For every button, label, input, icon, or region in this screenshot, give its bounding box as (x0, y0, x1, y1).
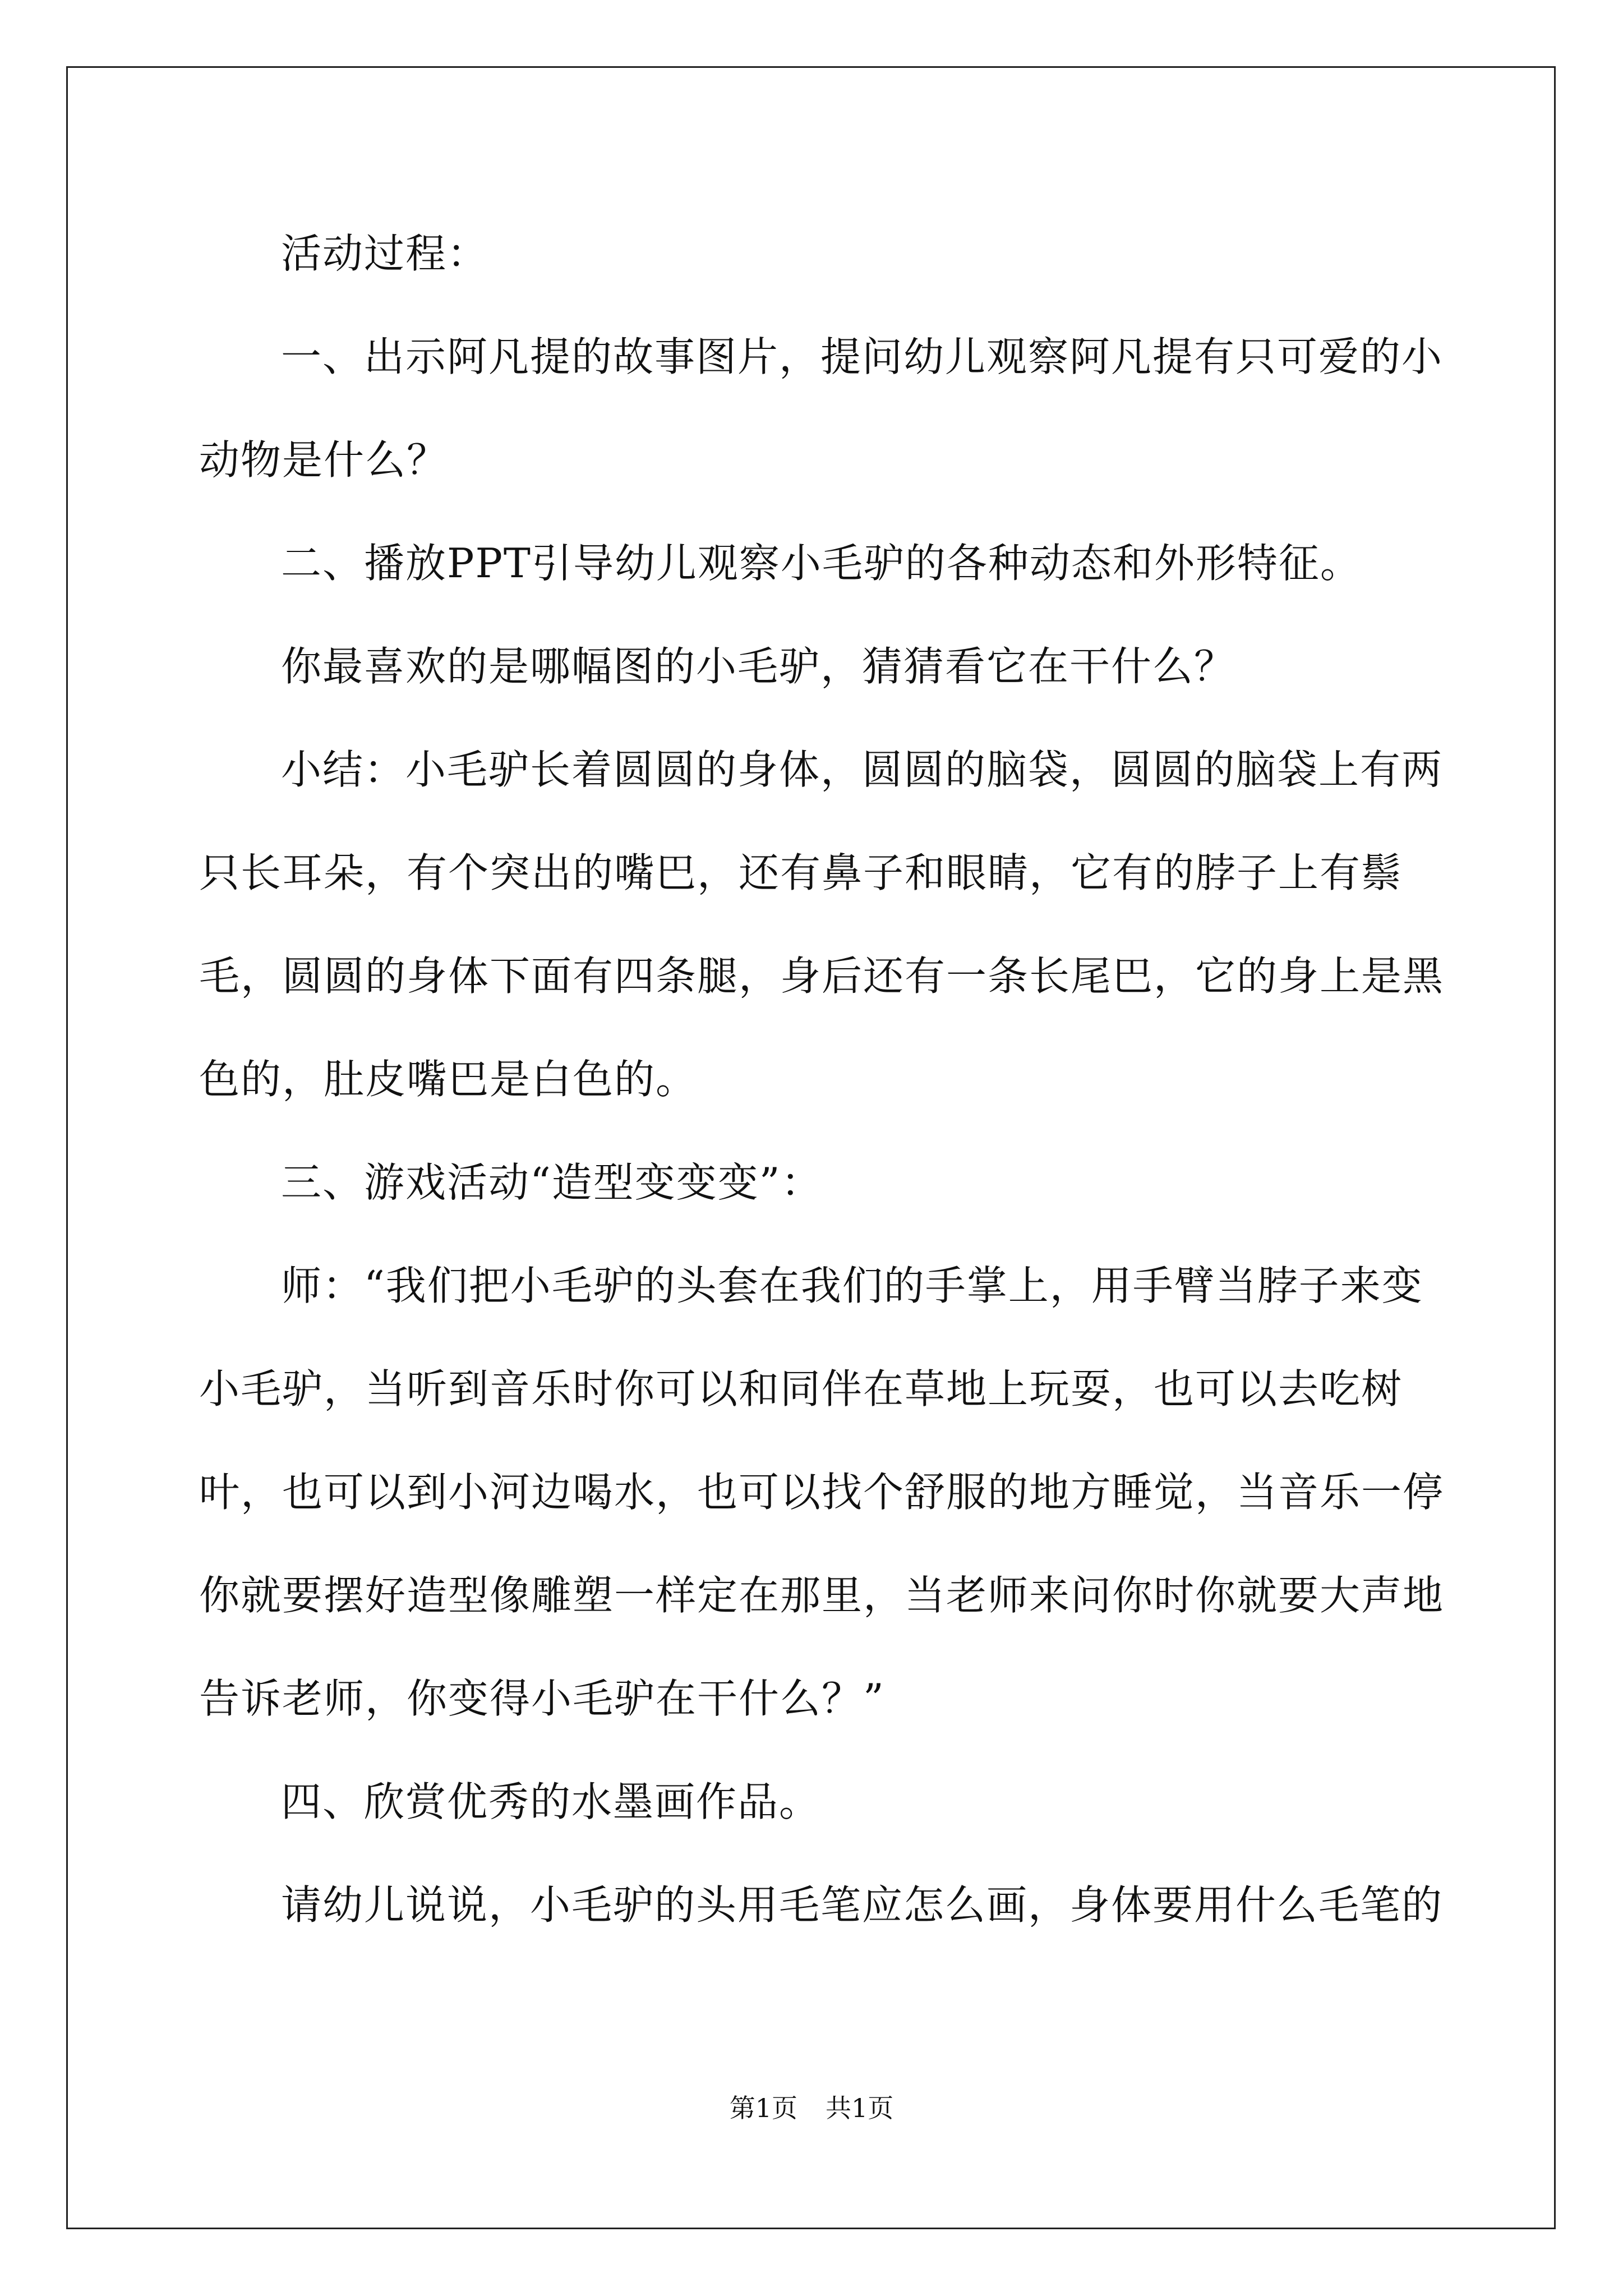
paragraph-summary: 小结：小毛驴长着圆圆的身体，圆圆的脑袋，圆圆的脑袋上有两只长耳朵，有个突出的嘴巴，还有鼻子和眼睛，它有的脖子上有鬃毛，圆圆的身体下面有四条腿，身后还有一条长尾巴，它的身上是黑色的，肚皮嘴巴是白色的。 (199, 746, 1445, 1103)
paragraph-step-one: 一、出示阿凡提的故事图片，提问幼儿观察阿凡提有只可爱的小动物是什么？ (199, 333, 1444, 484)
page-footer (0, 2091, 1623, 2125)
document-body (199, 202, 1455, 1957)
page-number: 第1页 (729, 2093, 797, 2123)
paragraph-step-two: 二、播放PPT引导幼儿观察小毛驴的各种动态和外形特征。 (281, 540, 1362, 587)
paragraph-question: 你最喜欢的是哪幅图的小毛驴，猜猜看它在干什么？ (281, 643, 1236, 690)
paragraph-step-three: 三、游戏活动“造型变变变”： (281, 1159, 823, 1206)
paragraph-teacher-instruction: 师：“我们把小毛驴的头套在我们的手掌上，用手臂当脖子来变小毛驴，当听到音乐时你可以和同伴在草地上玩耍，也可以去吃树叶，也可以到小河边喝水，也可以找个舒服的地方睡觉，当音乐一停你就要摆好造型像雕塑一样定在那里，当老师来问你时你就要大声地告诉老师，你变得小毛驴在干什么？” (199, 1262, 1445, 1722)
paragraph-ask-children: 请幼儿说说，小毛驴的头用毛笔应怎么画，身体要用什么毛笔的 (281, 1881, 1444, 1929)
paragraph-step-four: 四、欣赏优秀的水墨画作品。 (281, 1778, 821, 1825)
paragraph-activity-process: 活动过程： (281, 230, 489, 277)
page-total: 共1页 (826, 2093, 894, 2123)
